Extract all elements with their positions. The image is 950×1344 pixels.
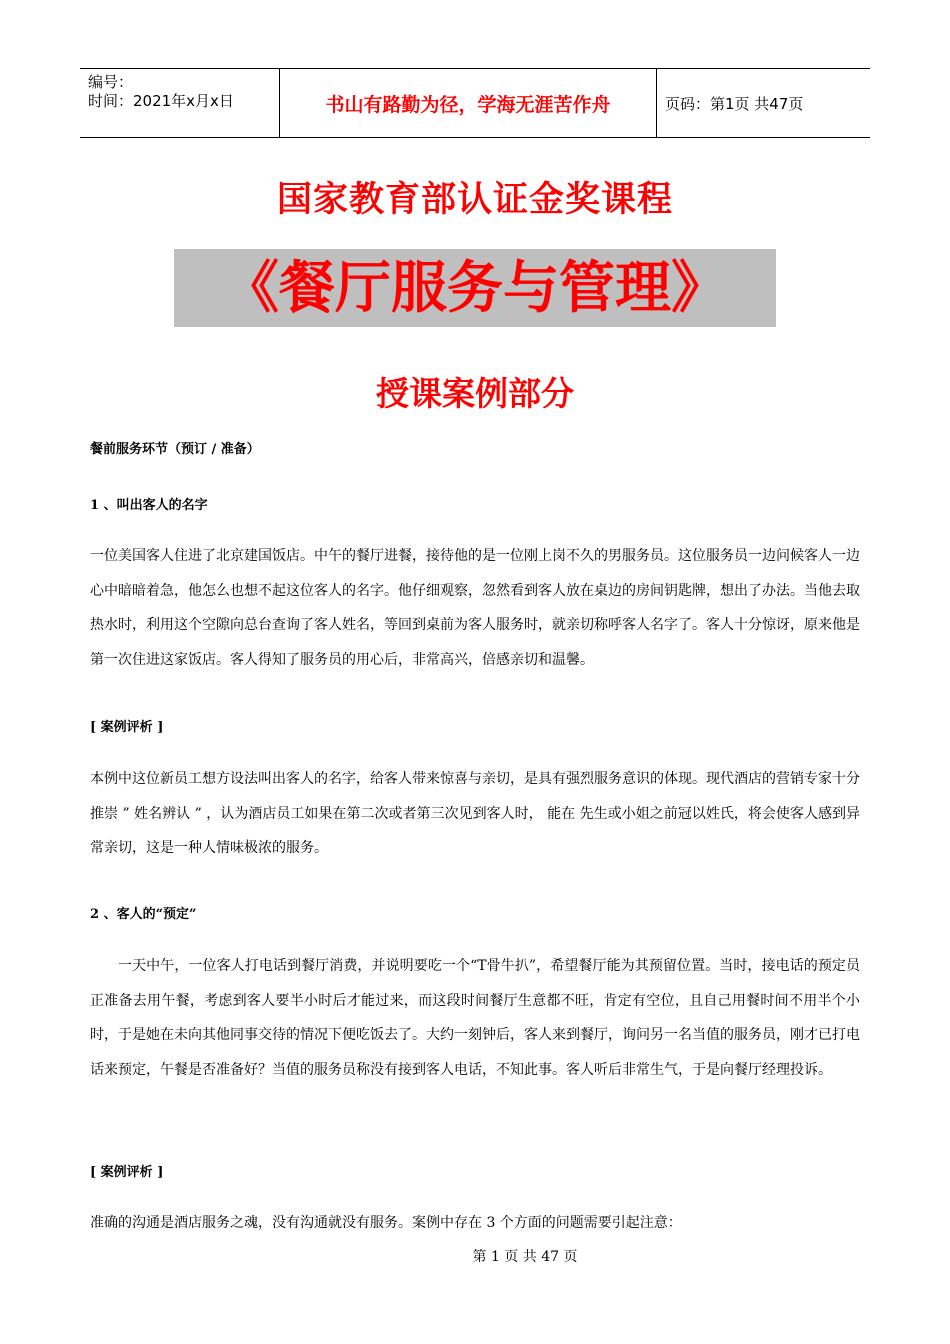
- case2-body: 一天中午，一位客人打电话到餐厅消费，并说明要吃一个“T骨牛扒”，希望餐厅能为其预留位置。当时，接电话的预定员正准备去用午餐，考虑到客人要半小时后才能过来，而这段时间餐厅生意都不旺，肯定有空位，且自己用餐时间不用半个小时，于是她在未向其他同事交待的情况下便吃饭去了。大约一刻钟后，客人来到餐厅，询问另一名当值的服务员，刚才已打电话来预定，午餐是否准备好？当值的服务员称没有接到客人电话，不知此事。客人听后非常生气，于是向餐厅经理投诉。: [90, 958, 860, 1078]
- serial-label: 编号：: [88, 73, 134, 91]
- course-title: 《餐厅服务与管理》: [223, 255, 727, 321]
- review2-heading: [ 案例评析 ]: [90, 1165, 164, 1180]
- date-label: 时间：2021年x月x日: [88, 92, 234, 110]
- stage-heading: 餐前服务环节（预订 / 准备）: [90, 442, 260, 457]
- header-motto: 书山有路勤为径，学海无涯苦作舟: [280, 69, 657, 137]
- header-meta: [80, 69, 280, 137]
- case2-heading: 2 、客人的“预定”: [90, 907, 197, 922]
- case1-heading: 1 、叫出客人的名字: [90, 498, 208, 513]
- case1-body: 一位美国客人住进了北京建国饭店。中午的餐厅进餐，接待他的是一位刚上岗不久的男服务员。这位服务员一边问候客人一边心中暗暗着急，他怎么也想不起这位客人的名字。他仔细观察，忽然看到客人放在桌边的房间钥匙牌，想出了办法。当他去取热水时，利用这个空隙向总台查询了客人姓名，等回到桌前为客人服务时，就亲切称呼客人名字了。客人十分惊讶，原来他是第一次住进这家饭店。客人得知了服务员的用心后，非常高兴，倍感亲切和温馨。: [90, 548, 860, 668]
- page-header: [80, 68, 870, 138]
- review1-heading: [ 案例评析 ]: [90, 720, 164, 735]
- page-footer: 第 1 页 共 47 页: [472, 1249, 578, 1265]
- header-page-info: 页码：第1页 共47页: [665, 94, 804, 113]
- review2-body: 准确的沟通是酒店服务之魂，没有沟通就没有服务。案例中存在 3 个方面的问题需要引起注意：: [90, 1215, 682, 1231]
- review1-body: 本例中这位新员工想方设法叫出客人的名字，给客人带来惊喜与亲切，是具有强烈服务意识的体现。现代酒店的营销专家十分推崇 ” 姓名辨认 ” ，认为酒店员工如果在第二次或者第三次见到客人时， 能在 先生或小姐之前冠以姓氏，将会使客人感到异常亲切，这是一种人情味极浓的服务。: [90, 771, 860, 856]
- sub-title: 授课案例部分: [376, 374, 574, 413]
- main-title: 国家教育部认证金奖课程: [276, 179, 673, 220]
